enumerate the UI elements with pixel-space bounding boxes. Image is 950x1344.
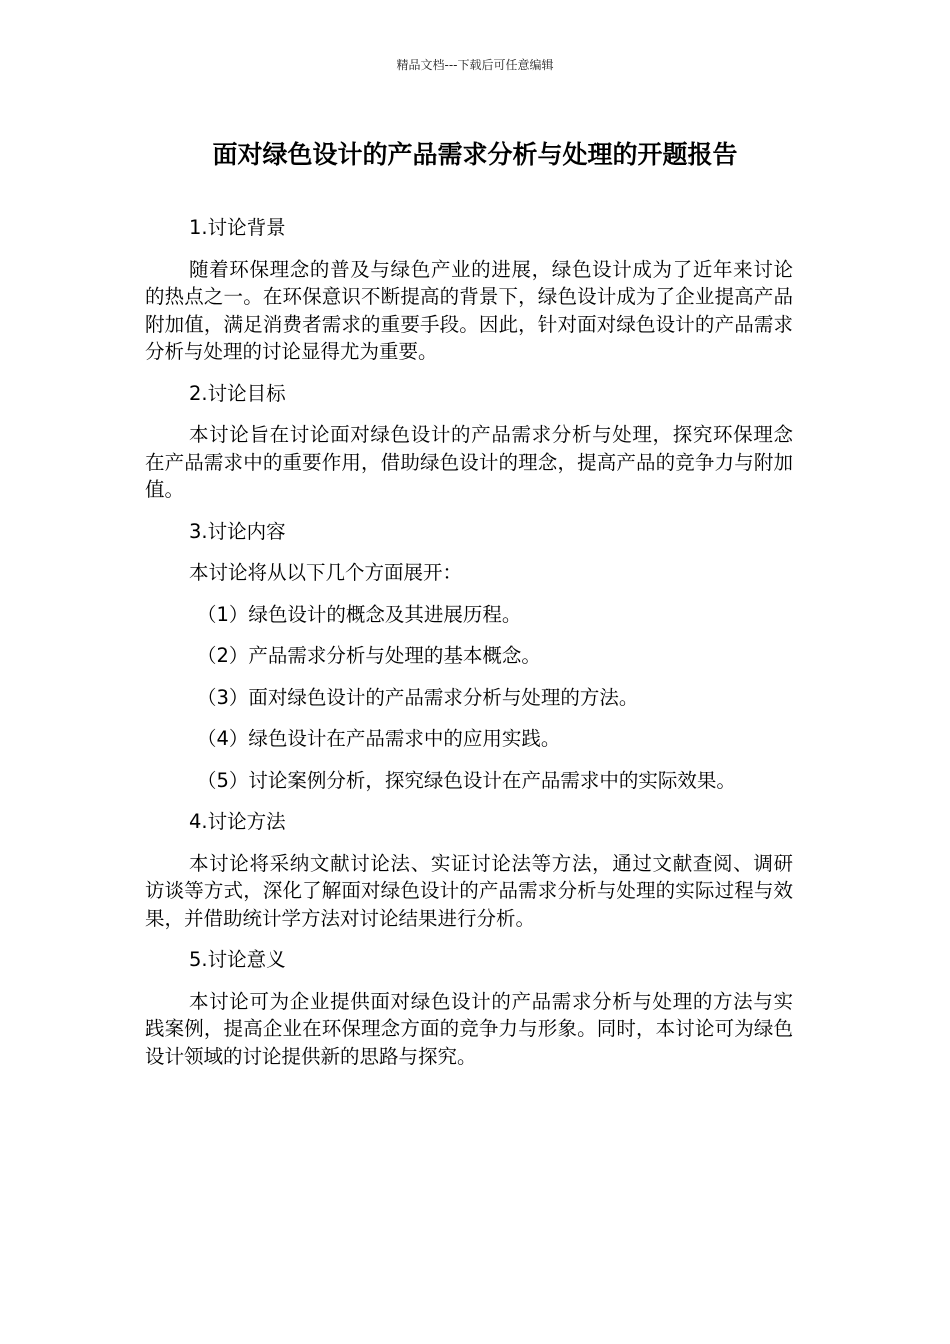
list-item: （4）绿色设计在产品需求中的应用实践。 <box>197 727 561 750</box>
paragraph-content-intro: 本讨论将从以下几个方面展开： <box>189 561 463 584</box>
section-heading-method: 4.讨论方法 <box>189 810 286 833</box>
list-item: （1）绿色设计的概念及其进展历程。 <box>197 602 522 626</box>
section-heading-content: 3.讨论内容 <box>189 519 286 543</box>
paragraph-method: 本讨论将采纳文献讨论法、实证讨论法等方法，通过文献查阅、调研访谈等方式，深化了解面对绿色设计的产品需求分析与处理的实际过程与效果，并借助统计学方法对讨论结果进行分析。 <box>145 851 793 930</box>
section-heading-objective: 2.讨论目标 <box>189 381 286 405</box>
section-heading-background: 1.讨论背景 <box>189 216 286 239</box>
section-heading-significance: 5.讨论意义 <box>189 948 286 971</box>
list-item: （2）产品需求分析与处理的基本概念。 <box>197 644 541 667</box>
document-title: 面对绿色设计的产品需求分析与处理的开题报告 <box>212 140 738 169</box>
paragraph-objective: 本讨论旨在讨论面对绿色设计的产品需求分析与处理，探究环保理念在产品需求中的重要作用，借助绿色设计的理念，提高产品的竞争力与附加值。 <box>145 423 793 501</box>
paragraph-significance: 本讨论可为企业提供面对绿色设计的产品需求分析与处理的方法与实践案例，提高企业在环保理念方面的竞争力与形象。同时，本讨论可为绿色设计领域的讨论提供新的思路与探究。 <box>145 989 793 1068</box>
paragraph-background: 随着环保理念的普及与绿色产业的进展，绿色设计成为了近年来讨论的热点之一。在环保意识不断提高的背景下，绿色设计成为了企业提高产品附加值，满足消费者需求的重要手段。因此，针对面对绿色设计的产品需求分析与处理的讨论显得尤为重要。 <box>145 257 793 363</box>
header-note: 精品文档---下载后可任意编辑 <box>396 58 554 72</box>
document-body <box>145 214 793 1084</box>
list-item: （5）讨论案例分析，探究绿色设计在产品需求中的实际效果。 <box>197 768 736 792</box>
list-item: （3）面对绿色设计的产品需求分析与处理的方法。 <box>197 685 639 709</box>
